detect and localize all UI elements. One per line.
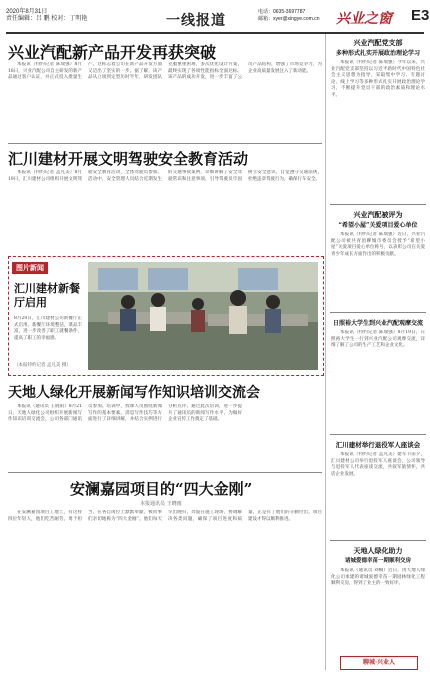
photo-credit: （本报特约记者 孟凡美 摄） xyxy=(14,363,71,368)
sidebar-body xyxy=(331,232,425,308)
photo-news-text: 8月20日，汇川建材公司新餐厅正式启用。新餐厅环境整洁，菜品丰富，进一步改善了职工就餐条件，提高了职工的幸福感。 xyxy=(14,316,82,341)
section-title: 一线报道 xyxy=(166,13,226,29)
phone-line: 电话：0635-3697787 xyxy=(258,9,306,15)
article-headline: 天地人绿化开展新闻写作知识培训交流会 xyxy=(8,385,260,401)
photo-news-tag: 图片新闻 xyxy=(12,262,48,274)
article-body xyxy=(8,404,322,468)
divider xyxy=(8,143,322,144)
article-body xyxy=(8,62,322,140)
article-text: 在安澜嘉园项目工地上，有这样四位年轻人，他们吃苦耐劳、勇于担当，在各自岗位上默默奉献，被同事们亲切地称为“四大金刚”。他们每天早出晚归，奔波在施工现场，协调解决各类问题，确保了项目进度和质量。正是有了他们的辛勤付出，项目建设才得以顺利推进。 xyxy=(8,510,322,522)
divider xyxy=(330,204,426,205)
article-body xyxy=(8,510,322,666)
article-byline: 本报讯（通讯员 王晓雨） xyxy=(17,404,69,409)
sidebar-text: 建军节前夕，汇川建材公司举行退役军人座谈会，公司领导与退役军人代表座谈交流，共叙军旅情怀，共话企业发展。 xyxy=(331,452,425,477)
sidebar-text: 近日，由天地人绿化公司承建的诸城爱德幸苗一期园林绿化工程顺利交房，得到了业主的一致好评。 xyxy=(331,568,425,586)
article-text: 8月21日，天地人绿化公司组织开展新闻写作知识培训交流会，公司各部门通讯员参加。培训中，授课人员围绕新闻写作的基本要素、消息写作技巧等方面进行了详细讲解，并结合实例进行分析点评。通过此次培训，进一步提升了通讯员的新闻写作水平，为做好企业宣传工作奠定了基础。 xyxy=(8,404,242,422)
sidebar-body xyxy=(331,568,425,652)
canteen-photo-image xyxy=(88,262,318,370)
divider xyxy=(330,434,426,435)
article-byline: 本报讯（特约记者 孟凡美） xyxy=(17,170,75,175)
divider xyxy=(330,540,426,541)
article-text: 8月18日，兴业汽配公司自主研发的新产品通过客户认证，并正式投入批量生产。这标志着公司在新产品开发方面又迈出了坚实的一步。据了解，该产品从立项到定型历时半年，研发团队克服重重困难，多次优化设计方案，最终实现了各项性能指标全面达标。该产品的成功开发，进一步丰富了公司产品结构，增强了市场竞争力，为企业高质量发展注入了新动能。 xyxy=(8,62,322,80)
sidebar-byline: 本报讯（特约记者 陈瑞强） xyxy=(340,330,398,335)
article-text: 8月19日，汇川建材公司组织开展文明驾驶安全教育活动，全体驾驶员参加。活动中，安全管理人员结合近期发生的交通事故案例，详细讲解了安全驾驶常识和注意事项，引导驾驶员牢固树立安全意识，自觉遵守交通法规，杜绝违章驾驶行为，确保行车安全。 xyxy=(8,170,322,182)
sidebar-subhead: “希望小屋”关爱项目爱心单位 xyxy=(338,222,418,229)
editor-line: 责任编辑：吕 鹏 校对：丁明艳 xyxy=(6,16,88,22)
sidebar-headline: 天地人绿化助力 xyxy=(353,546,403,555)
date-line: 2020年8月31日 xyxy=(6,9,48,15)
sidebar-byline: 本报讯（特约记者 陈瑞强） xyxy=(340,232,398,237)
photo-news-title: 汇川建材新餐厅启用 xyxy=(14,282,80,309)
sidebar-body xyxy=(331,452,425,536)
date-block xyxy=(6,9,87,23)
sidebar-subhead: 诸城爱德幸苗一期顺利交房 xyxy=(344,558,411,564)
column-divider xyxy=(325,34,326,670)
sidebar-body xyxy=(331,60,425,198)
sidebar-headline: 兴业汽配党支部 xyxy=(353,38,403,47)
divider xyxy=(330,312,426,313)
email-line: 邮箱：xyer@xingye.com.cn xyxy=(258,16,320,22)
paper-logo: 兴业之窗 xyxy=(336,11,392,27)
divider xyxy=(8,472,322,473)
sidebar-text: 今年以来，兴业汽配党支部坚持以习近平新时代中国特色社会主义思想为指导，采取集中学习、专题讨论、线上学习等多种形式扎实开展政治理论学习，不断提升党员干部的政治素质和理论水平。 xyxy=(331,60,425,98)
sidebar-body xyxy=(331,330,425,430)
sidebar-text: 8月19日，日照裕大学生一行到兴业汽配公司观摩交流，详细了解了公司的生产工艺和企业文化。 xyxy=(331,330,425,348)
article-headline: 兴业汽配新产品开发再获突破 xyxy=(8,43,217,62)
sidebar-subhead: 多种形式扎实开展政治理论学习 xyxy=(335,50,420,57)
footer-logo: 聊城·兴业人 xyxy=(340,656,418,670)
article-headline: 汇川建材开展文明驾驶安全教育活动 xyxy=(8,150,249,168)
article-byline: 本报讯（特约记者 陈瑞强） xyxy=(17,62,75,67)
sidebar-byline: 本报讯（通讯员 刘楠） xyxy=(340,568,388,573)
canteen-photo xyxy=(88,262,318,370)
sidebar-byline: 本报讯（特约记者 陈瑞强） xyxy=(340,60,398,65)
sidebar-headline: 日照裕大学生到兴业汽配观摩交流 xyxy=(332,320,423,327)
article-body xyxy=(8,170,322,250)
article-byline: 本报通讯员 王晓雨 xyxy=(140,501,182,507)
sidebar-headline: 兴业汽配被评为 xyxy=(353,210,403,219)
page-number: E3 xyxy=(411,7,430,24)
sidebar-headline: 汇川建材举行退役军人座谈会 xyxy=(335,441,421,449)
sidebar-byline: 本报讯（特约记者 孟凡美） xyxy=(340,452,398,457)
sidebar-text: 近日，兴业汽配公司被共青团聊城市委员会授予“希望小屋”关爱项目爱心单位称号，以表彰公司在关爱青少年成长方面作出的积极贡献。 xyxy=(331,232,425,257)
article-headline: 安澜嘉园项目的“四大金刚” xyxy=(70,480,253,498)
masthead xyxy=(6,6,430,34)
contact-block xyxy=(258,9,319,23)
